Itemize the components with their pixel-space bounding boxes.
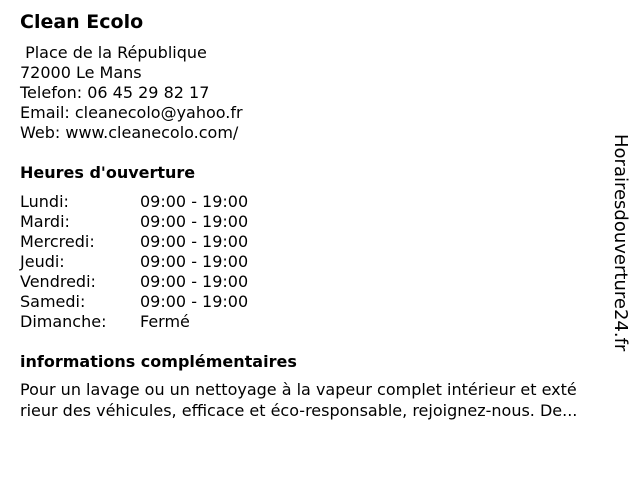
hours-row-sunday [20, 312, 620, 332]
info-line: rieur des véhicules, efficace et éco-responsable, rejoignez-nous. De... [20, 401, 578, 420]
hours-heading: Heures d'ouverture [20, 163, 196, 182]
day-hours: 09:00 - 19:00 [140, 192, 249, 211]
contact-block [20, 43, 620, 143]
day-label: Lundi: [20, 192, 69, 211]
hours-row-saturday [20, 292, 620, 312]
phone-text: Telefon: 06 45 29 82 17 [20, 83, 210, 102]
hours-row-thursday [20, 252, 620, 272]
business-name: Clean Ecolo [20, 11, 144, 33]
day-label: Jeudi: [20, 252, 65, 271]
day-label: Dimanche: [20, 312, 107, 331]
side-brand-watermark: Horairesdouverture24.fr [610, 134, 631, 352]
day-hours: 09:00 - 19:00 [140, 252, 249, 271]
address-city: 72000 Le Mans [20, 63, 142, 82]
hours-row-wednesday [20, 232, 620, 252]
day-label: Vendredi: [20, 272, 96, 291]
email-text: Email: cleanecolo@yahoo.fr [20, 103, 243, 122]
day-hours: 09:00 - 19:00 [140, 272, 249, 291]
info-heading: informations complémentaires [20, 352, 297, 371]
address-street: Place de la République [20, 43, 207, 62]
hours-table [20, 192, 620, 332]
day-label: Samedi: [20, 292, 86, 311]
hours-row-friday [20, 272, 620, 292]
day-label: Mercredi: [20, 232, 95, 251]
day-hours: 09:00 - 19:00 [140, 232, 249, 251]
business-card [20, 10, 620, 421]
day-hours: 09:00 - 19:00 [140, 212, 249, 231]
info-description [20, 379, 628, 421]
web-text: Web: www.cleanecolo.com/ [20, 123, 239, 142]
hours-row-tuesday [20, 212, 620, 232]
day-label: Mardi: [20, 212, 70, 231]
hours-row-monday [20, 192, 620, 212]
day-hours: Fermé [140, 312, 190, 331]
info-line: Pour un lavage ou un nettoyage à la vapeur complet intérieur et exté [20, 380, 577, 399]
day-hours: 09:00 - 19:00 [140, 292, 249, 311]
